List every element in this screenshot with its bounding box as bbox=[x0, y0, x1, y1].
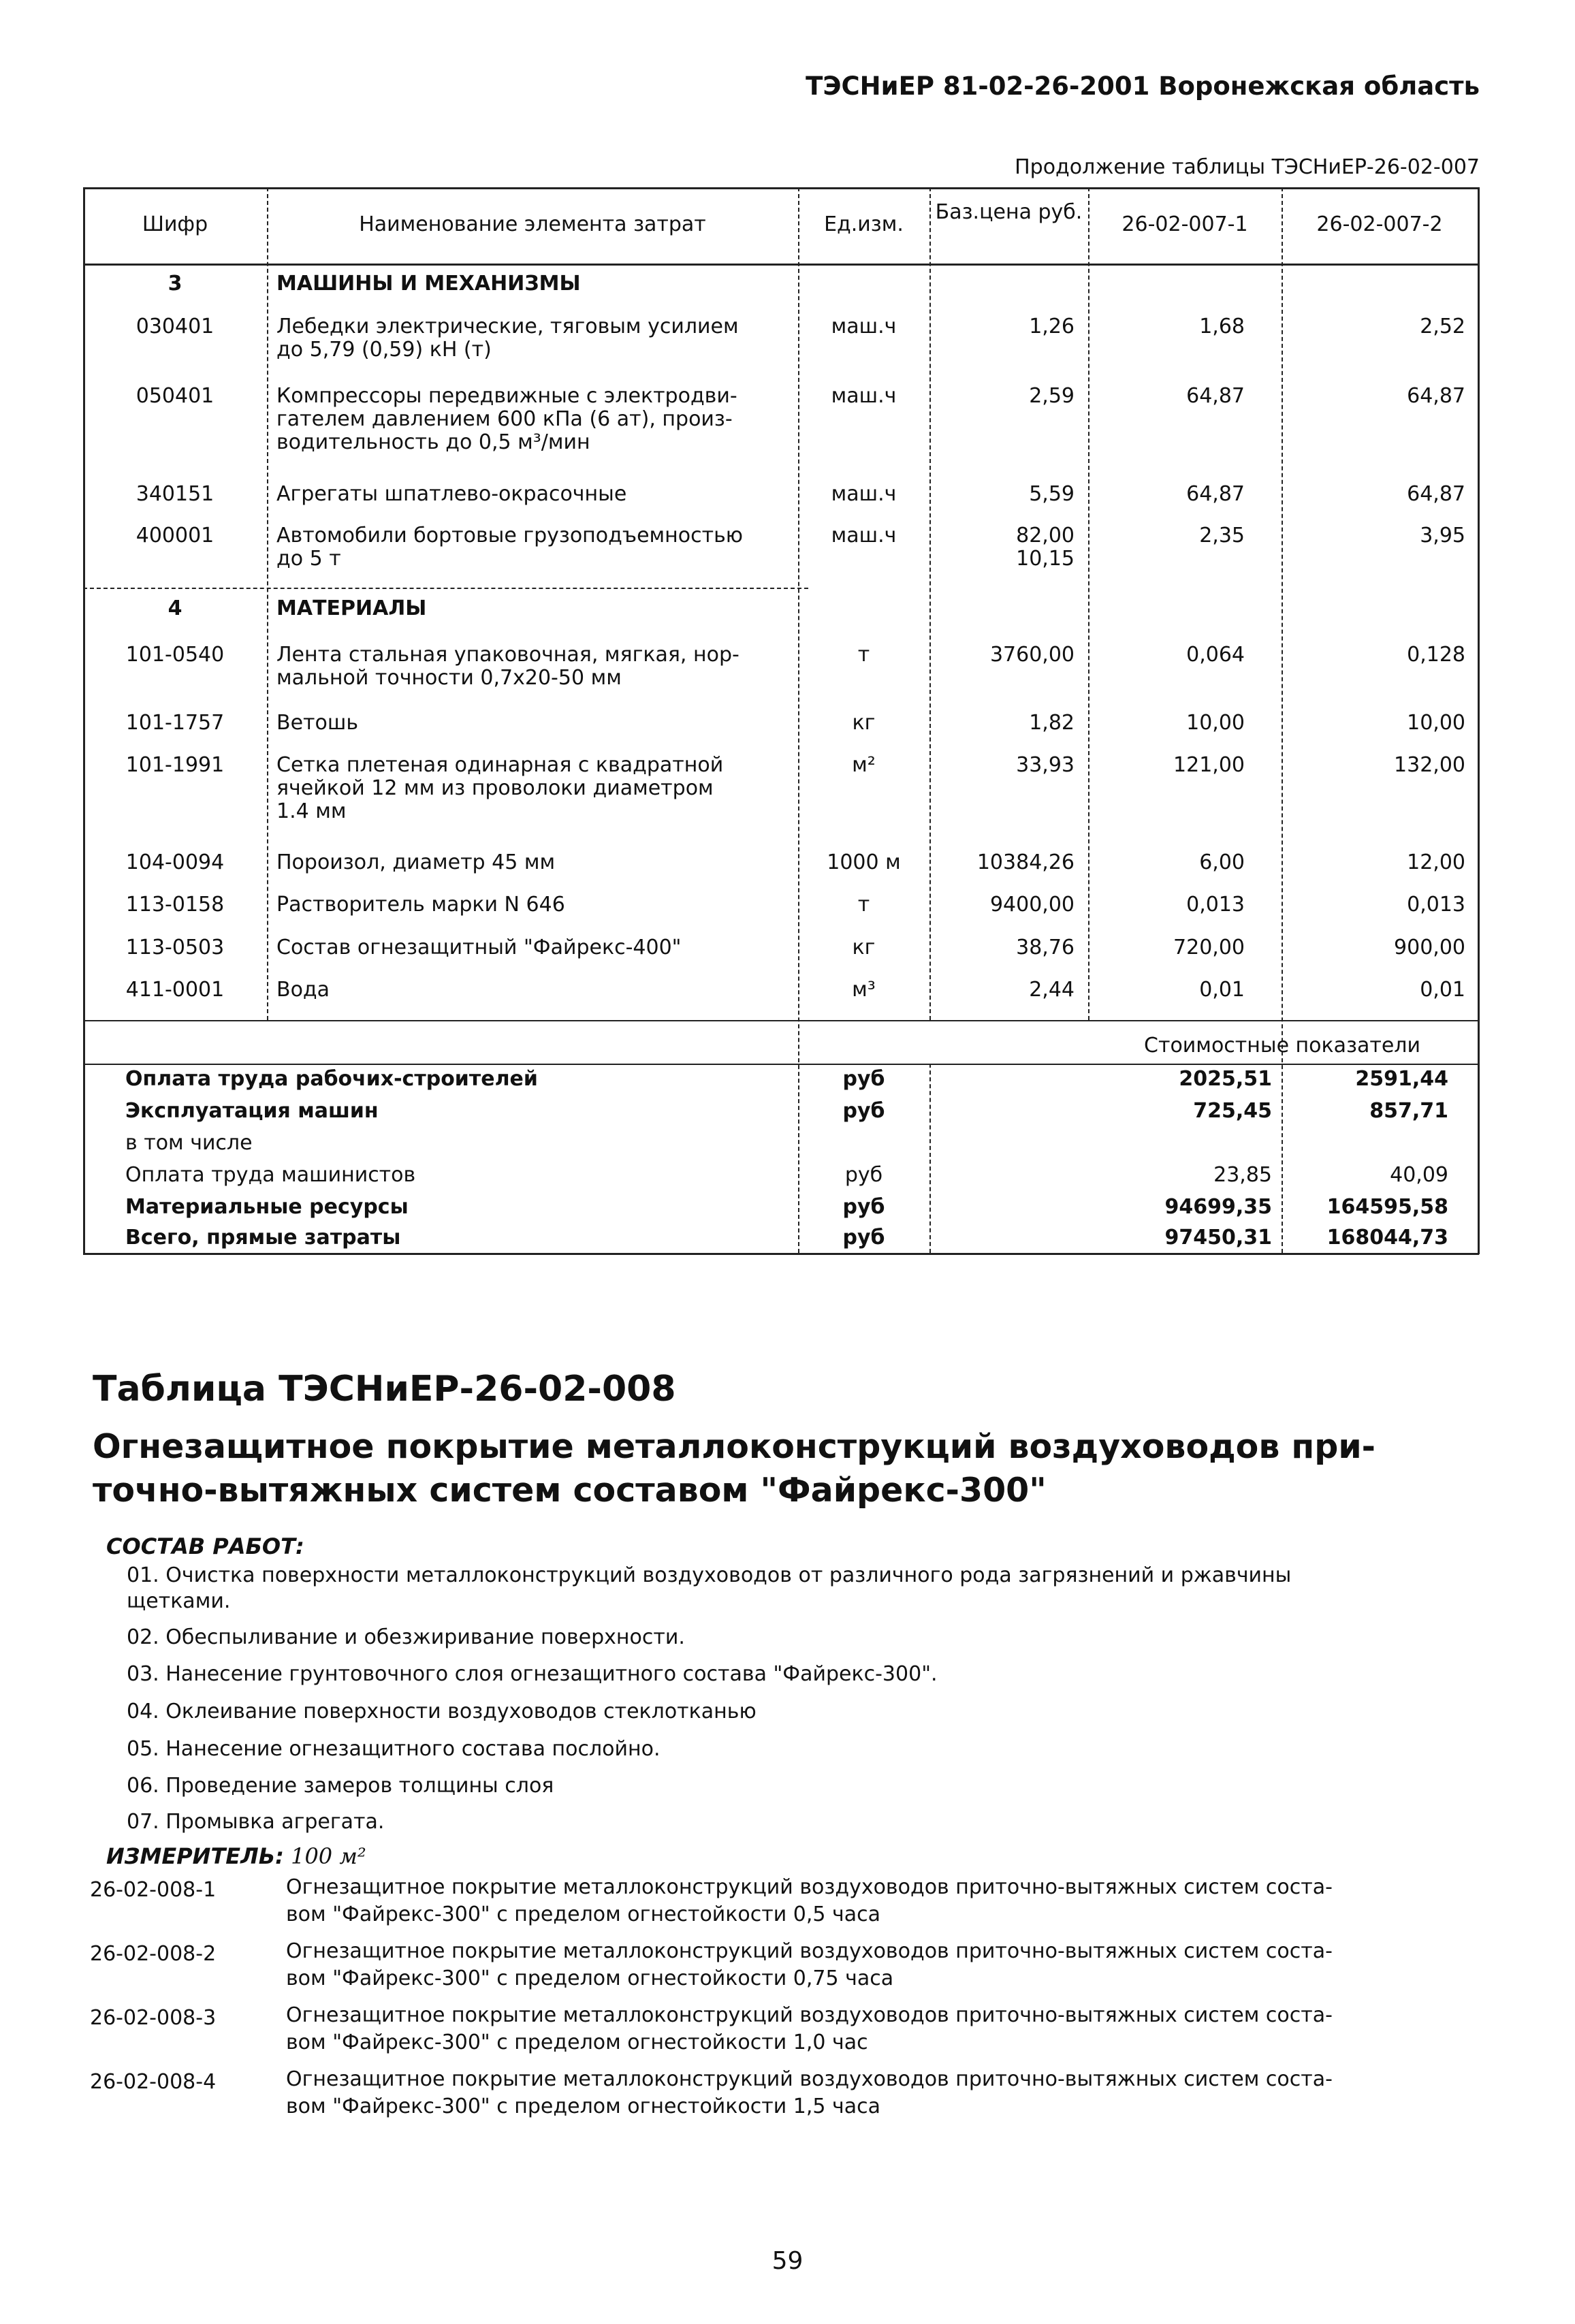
summary-label: Эксплуатация машин bbox=[125, 1099, 379, 1123]
row-price: 9400,00 bbox=[989, 893, 1075, 917]
row-v1: 2,35 bbox=[1199, 524, 1245, 547]
summary-label: в том числе bbox=[125, 1131, 253, 1155]
row-code: 101-1757 bbox=[125, 711, 225, 735]
row-v2: 64,87 bbox=[1407, 384, 1465, 408]
summary-unit: руб bbox=[842, 1067, 885, 1091]
row-unit: кг bbox=[852, 711, 876, 735]
row-code: 411-0001 bbox=[125, 978, 225, 1002]
work-item: 05. Нанесение огнезащитного состава послойно. bbox=[127, 1737, 661, 1761]
row-name: Ветошь bbox=[276, 711, 358, 735]
row-name: Состав огнезащитный "Файрекс-400" bbox=[276, 936, 682, 959]
row-v2: 132,00 bbox=[1394, 753, 1465, 777]
row-price: 38,76 bbox=[1016, 936, 1075, 959]
row-v2: 0,01 bbox=[1420, 978, 1465, 1002]
row-price: 1,82 bbox=[1029, 711, 1075, 735]
summary-v2: 2591,44 bbox=[1355, 1067, 1448, 1091]
measure-item-code: 26-02-008-3 bbox=[90, 2006, 217, 2030]
row-v2: 900,00 bbox=[1394, 936, 1465, 959]
measure-unit: 100 м² bbox=[291, 1843, 366, 1869]
measure-line bbox=[106, 1843, 366, 1869]
measure-item-code: 26-02-008-4 bbox=[90, 2070, 217, 2094]
row-code: 101-0540 bbox=[125, 643, 225, 667]
row-name: Лебедки электрические, тяговым усилием до 5,79 (0,59) кН (т) bbox=[276, 315, 739, 362]
summary-v2: 164595,58 bbox=[1326, 1195, 1448, 1219]
row-unit: т bbox=[857, 893, 870, 917]
measure-item-text: Огнезащитное покрытие металлоконструкций воздуховодов приточно-вытяжных систем соста- вом "Файрекс-300" с пределом огнестойкости 0,75 часа bbox=[286, 1939, 1333, 1990]
row-v1: 0,01 bbox=[1199, 978, 1245, 1002]
summary-v2: 40,09 bbox=[1390, 1163, 1448, 1187]
row-price: 10384,26 bbox=[976, 850, 1075, 874]
col-header-code: Шифр bbox=[142, 212, 208, 236]
row-name: Сетка плетеная одинарная с квадратной ячейкой 12 мм из проволоки диаметром 1.4 мм bbox=[276, 753, 724, 823]
row-code: 340151 bbox=[136, 482, 214, 506]
measure-item-code: 26-02-008-2 bbox=[90, 1942, 217, 1966]
work-item: 02. Обеспыливание и обезжиривание поверхности. bbox=[127, 1625, 685, 1649]
row-v1: 64,87 bbox=[1186, 384, 1245, 408]
row-price: 2,59 bbox=[1029, 384, 1075, 408]
row-v2: 0,013 bbox=[1407, 893, 1465, 917]
row-v1: 1,68 bbox=[1199, 315, 1245, 338]
row-v2: 12,00 bbox=[1407, 850, 1465, 874]
row-name: Агрегаты шпатлево-окрасочные bbox=[276, 482, 627, 506]
summary-v1: 97450,31 bbox=[1164, 1226, 1272, 1249]
row-code: 113-0158 bbox=[125, 893, 225, 917]
row-unit: м³ bbox=[852, 978, 876, 1002]
row-code: 400001 bbox=[136, 524, 214, 547]
row-v2: 3,95 bbox=[1420, 524, 1465, 547]
measure-label: ИЗМЕРИТЕЛЬ: bbox=[106, 1843, 284, 1869]
row-name: Вода bbox=[276, 978, 330, 1002]
col-header-v2: 26-02-007-2 bbox=[1316, 212, 1443, 236]
row-v2: 2,52 bbox=[1420, 315, 1465, 338]
work-item: 06. Проведение замеров толщины слоя bbox=[127, 1774, 554, 1798]
row-v2: 0,128 bbox=[1407, 643, 1465, 667]
row-code: 030401 bbox=[136, 315, 214, 338]
page-number: 59 bbox=[771, 2247, 804, 2275]
row-price: 2,44 bbox=[1029, 978, 1075, 1002]
row-name: Лента стальная упаковочная, мягкая, нор- мальной точности 0,7х20-50 мм bbox=[276, 643, 739, 690]
row-v1: 720,00 bbox=[1173, 936, 1245, 959]
row-price: 5,59 bbox=[1029, 482, 1075, 506]
row-v2: 10,00 bbox=[1407, 711, 1465, 735]
row-price: 82,00 10,15 bbox=[1016, 524, 1075, 571]
col-header-price: Баз.цена руб. bbox=[935, 200, 1083, 224]
section-title: МАТЕРИАЛЫ bbox=[276, 596, 427, 620]
row-code: 101-1991 bbox=[125, 753, 225, 777]
cost-indicators-header: Стоимостные показатели bbox=[1144, 1034, 1420, 1057]
measure-item-text: Огнезащитное покрытие металлоконструкций воздуховодов приточно-вытяжных систем соста- вом "Файрекс-300" с пределом огнестойкости 1,0 час bbox=[286, 2003, 1333, 2054]
col-header-v1: 26-02-007-1 bbox=[1121, 212, 1248, 236]
row-unit: т bbox=[857, 643, 870, 667]
row-v1: 64,87 bbox=[1186, 482, 1245, 506]
work-item: 07. Промывка агрегата. bbox=[127, 1810, 385, 1834]
summary-label: Всего, прямые затраты bbox=[125, 1226, 401, 1249]
summary-label: Оплата труда машинистов bbox=[125, 1163, 416, 1187]
summary-v1: 2025,51 bbox=[1179, 1067, 1272, 1091]
row-name: Пороизол, диаметр 45 мм bbox=[276, 850, 556, 874]
row-code: 113-0503 bbox=[125, 936, 225, 959]
row-price: 33,93 bbox=[1016, 753, 1075, 777]
summary-unit: руб bbox=[844, 1163, 883, 1187]
row-unit: маш.ч bbox=[831, 482, 897, 506]
row-unit: м² bbox=[852, 753, 876, 777]
section-code: 4 bbox=[168, 596, 182, 620]
summary-unit: руб bbox=[842, 1195, 885, 1219]
measure-item-text: Огнезащитное покрытие металлоконструкций воздуховодов приточно-вытяжных систем соста- вом "Файрекс-300" с пределом огнестойкости 0,5 часа bbox=[286, 1875, 1333, 1926]
col-header-name: Наименование элемента затрат bbox=[359, 212, 706, 236]
col-header-unit: Ед.изм. bbox=[824, 212, 904, 236]
measure-item-text: Огнезащитное покрытие металлоконструкций воздуховодов приточно-вытяжных систем соста- вом "Файрекс-300" с пределом огнестойкости 1,5 часа bbox=[286, 2067, 1333, 2118]
summary-label: Оплата труда рабочих-строителей bbox=[125, 1067, 538, 1091]
works-label: СОСТАВ РАБОТ: bbox=[106, 1533, 304, 1559]
section-code: 3 bbox=[168, 272, 182, 296]
work-item: 04. Оклеивание поверхности воздуховодов стеклотканью bbox=[127, 1700, 757, 1723]
table-continuation-label: Продолжение таблицы ТЭСНиЕР-26-02-007 bbox=[1015, 155, 1480, 179]
row-v1: 10,00 bbox=[1186, 711, 1245, 735]
row-unit: кг bbox=[852, 936, 876, 959]
resource-table bbox=[83, 187, 1479, 1253]
row-v1: 0,013 bbox=[1186, 893, 1245, 917]
row-price: 1,26 bbox=[1029, 315, 1075, 338]
page-header-title: ТЭСНиЕР 81-02-26-2001 Воронежская область bbox=[806, 71, 1480, 101]
row-v1: 121,00 bbox=[1173, 753, 1245, 777]
section-title: МАШИНЫ И МЕХАНИЗМЫ bbox=[276, 272, 581, 296]
summary-unit: руб bbox=[842, 1099, 885, 1123]
row-v1: 0,064 bbox=[1186, 643, 1245, 667]
summary-v2: 168044,73 bbox=[1326, 1226, 1448, 1249]
summary-v1: 725,45 bbox=[1193, 1099, 1272, 1123]
summary-v1: 94699,35 bbox=[1164, 1195, 1272, 1219]
row-name: Автомобили бортовые грузоподъемностью до 5 т bbox=[276, 524, 744, 571]
row-name: Компрессоры передвижные с электродви- гателем давлением 600 кПа (6 ат), произ- водительность до 0,5 м³/мин bbox=[276, 384, 737, 454]
row-unit: маш.ч bbox=[831, 524, 897, 547]
row-code: 104-0094 bbox=[125, 850, 225, 874]
summary-label: Материальные ресурсы bbox=[125, 1195, 409, 1219]
summary-unit: руб bbox=[842, 1226, 885, 1249]
summary-v1: 23,85 bbox=[1213, 1163, 1272, 1187]
measure-item-code: 26-02-008-1 bbox=[90, 1878, 217, 1902]
row-v2: 64,87 bbox=[1407, 482, 1465, 506]
row-unit: маш.ч bbox=[831, 384, 897, 408]
work-item: 01. Очистка поверхности металлоконструкций воздуховодов от различного рода загрязнений и ржавчины щетками. bbox=[127, 1563, 1292, 1613]
row-name: Растворитель марки N 646 bbox=[276, 893, 565, 917]
row-code: 050401 bbox=[136, 384, 214, 408]
summary-v2: 857,71 bbox=[1369, 1099, 1448, 1123]
row-v1: 6,00 bbox=[1199, 850, 1245, 874]
row-unit: маш.ч bbox=[831, 315, 897, 338]
row-unit: 1000 м bbox=[827, 850, 901, 874]
work-item: 03. Нанесение грунтовочного слоя огнезащитного состава "Файрекс-300". bbox=[127, 1662, 938, 1686]
table2-title: Таблица ТЭСНиЕР-26-02-008 bbox=[93, 1369, 676, 1410]
table2-heading: Огнезащитное покрытие металлоконструкций воздуховодов при- точно-вытяжных систем составом "Файрекс-300" bbox=[93, 1427, 1376, 1510]
row-price: 3760,00 bbox=[989, 643, 1075, 667]
